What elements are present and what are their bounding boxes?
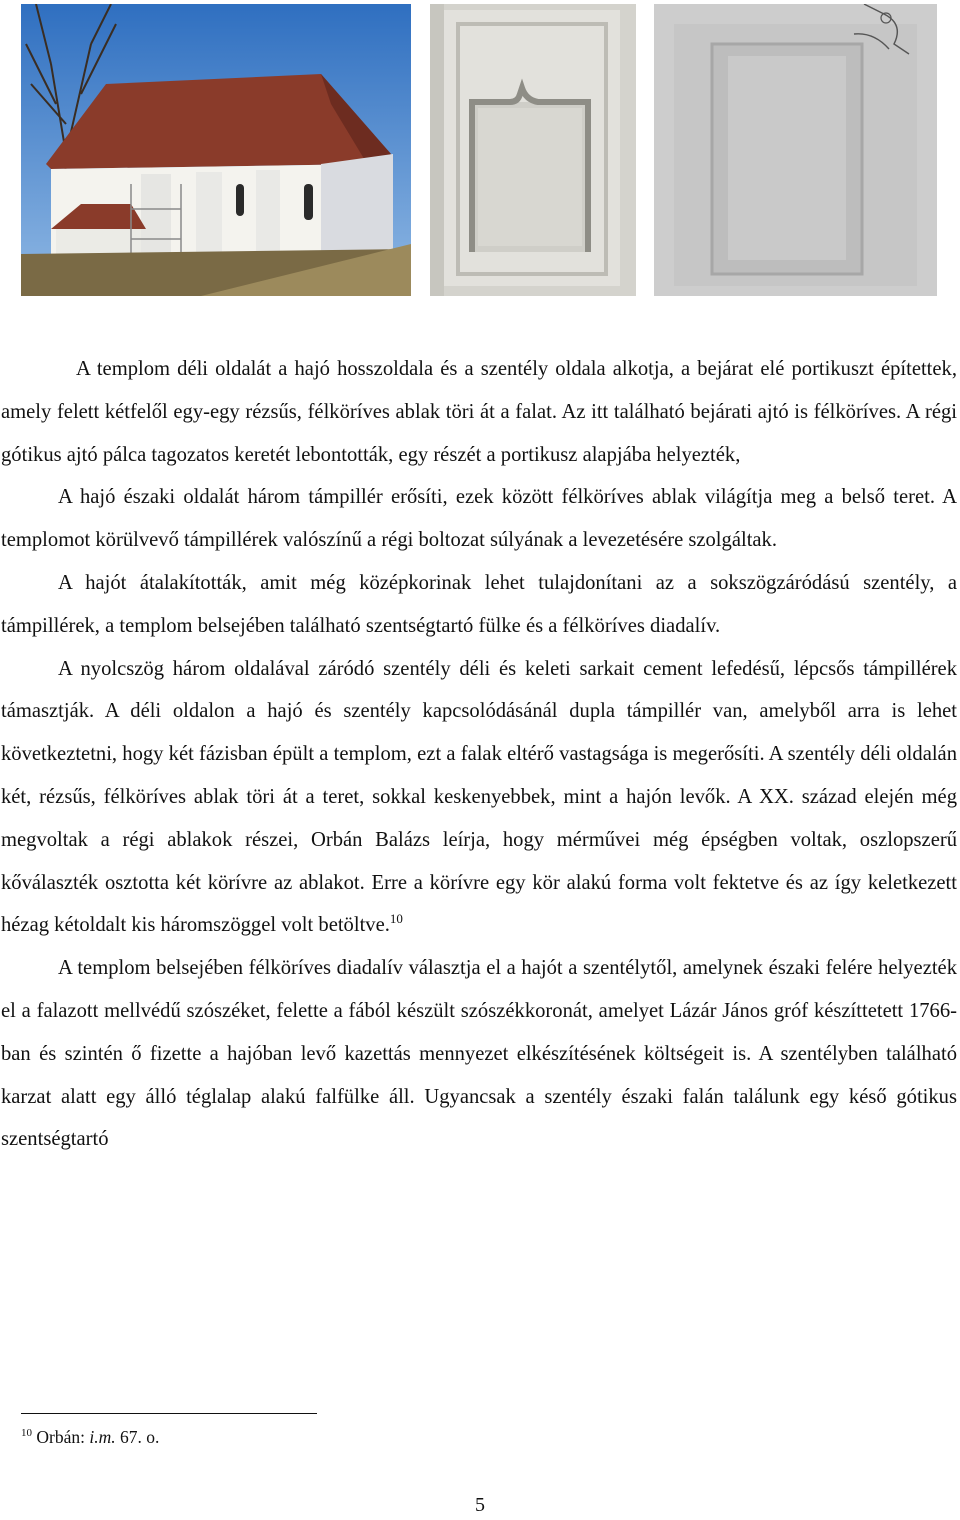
page-number: 5 (475, 1494, 485, 1516)
footnote-number: 10 (21, 1427, 32, 1440)
footnote (21, 1425, 159, 1449)
body-text (1, 348, 957, 1161)
paragraph: A templom déli oldalát a hajó hosszoldala és a szentély oldala alkotja, a bejárat elé portikuszt építettek, amely felett kétfelől egy-egy rézsűs, félköríves ablak töri át a falat. Az itt található bejárati ajtó is félköríves. A régi gótikus ajtó pálca tagozatos keretét lebontották, egy részét a portikusz alapjába helyezték, (1, 358, 957, 466)
niche-photo (430, 4, 636, 296)
footnote-reference[interactable]: 10 (389, 911, 403, 927)
relief-drawing (654, 4, 937, 296)
footnote-rest: 67. o. (115, 1427, 160, 1447)
photo-strip (21, 4, 937, 296)
footnote-ref: i.m. (89, 1427, 116, 1447)
paragraph: A hajó északi oldalát három támpillér erősíti, ezek között félköríves ablak világítja meg a belső teret. A templomot körülvevő támpillérek valószínű a régi boltozat súlyának a levezetésére szolgáltak. (1, 486, 957, 552)
footnote-separator (21, 1413, 317, 1414)
paragraph: A hajót átalakították, amit még középkorinak lehet tulajdonítani az a sokszögzáródású szentély, a támpillérek, a templom belsejében található szentségtartó fülke és a félköríves diadalív. (1, 571, 957, 637)
footnote-author: Orbán: (36, 1427, 90, 1447)
paragraph: A nyolcszög három oldalával záródó szentély déli és keleti sarkait cement lefedésű, lépcsős támpillérek támasztják. A déli oldalon a hajó és szentély kapcsolódásánál dupla támpillér van, amelyből arra is lehet következtetni, hogy két fázisban épült a templom, ezt a falak eltérő vastagsága is megerősíti. A szentély déli oldalán két, rézsűs, félköríves ablak töri át a teret, sokkal keskenyebbek, mint a hajón levők. A XX. század elején még megvoltak a régi ablakok részei, Orbán Balázs leírja, hogy mérművei még épségben voltak, oszlopszerű kőválaszték osztotta két körívre az ablakot. Erre a körívre egy kör alakú forma volt fektetve és az így keletkezett hézag kétoldalt kis háromszöggel volt betöltve.$^{10}$ (1, 657, 957, 937)
church-photo (21, 4, 411, 296)
paragraph: A templom belsejében félköríves diadalív választja el a hajót a szentélytől, amelynek északi felére helyezték el a falazott mellvédű szószéket, felette a fából készült szószékkoronát, amelyet Lázár János gróf készíttetett 1766-ban és szintén ő fizette a hajóban levő kazettás mennyezet elkészítésének költségeit is. A szentélyben található karzat alatt egy álló téglalap alakú falfülke áll. Ugyancsak a szentély északi falán találunk egy késő gótikus szentségtartó (1, 957, 957, 1151)
